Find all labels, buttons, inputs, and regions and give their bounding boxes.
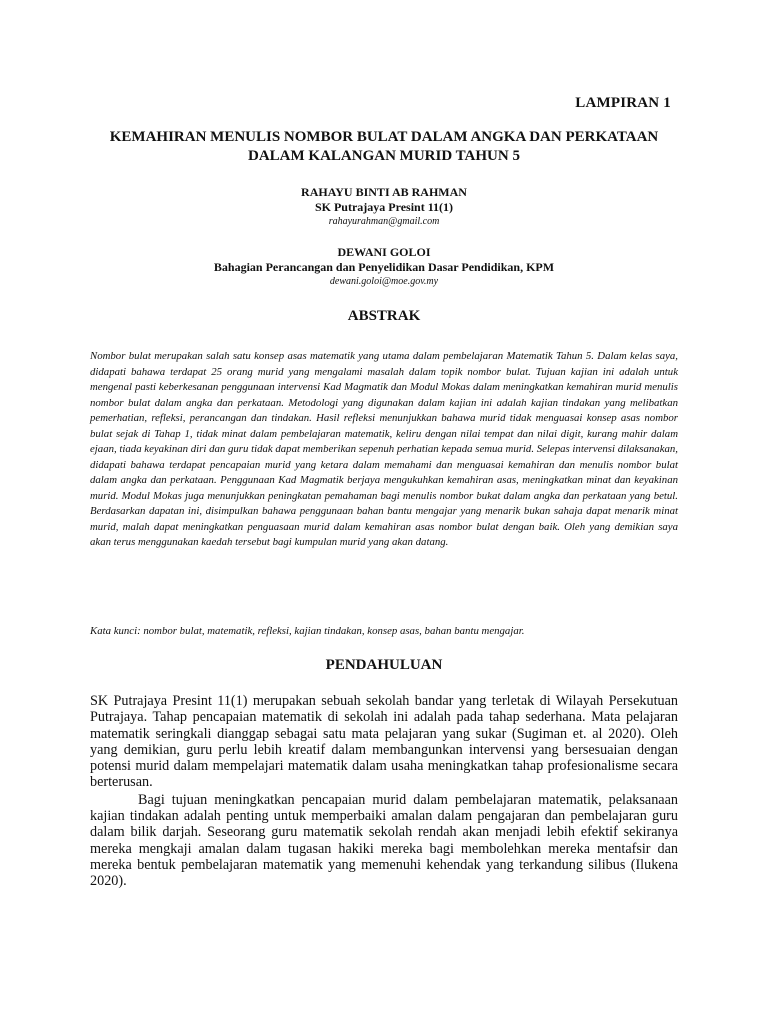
paper-title-line-1: KEMAHIRAN MENULIS NOMBOR BULAT DALAM ANGKA DAN PERKATAAN — [109, 129, 659, 145]
paper-title-line-2: DALAM KALANGAN MURID TAHUN 5 — [248, 148, 520, 164]
author-affiliation: Bahagian Perancangan dan Penyelidikan Dasar Pendidikan, KPM — [213, 260, 555, 274]
author-block-1 — [90, 184, 678, 228]
author-name: RAHAYU BINTI AB RAHMAN — [301, 185, 467, 199]
introduction-heading: PENDAHULUAN — [325, 657, 443, 673]
introduction-body — [90, 693, 678, 890]
author-name: DEWANI GOLOI — [337, 245, 431, 259]
author-email: rahayurahman@gmail.com — [328, 216, 440, 227]
introduction-paragraph-2: Bagi tujuan meningkatkan pencapaian murid dalam pembelajaran matematik, pelaksanaan kajian tindakan adalah penting untuk memperbaiki amalan dalam pengajaran dan pembelajaran guru dalam bilik darjah. Seseorang guru matematik sekolah rendah akan menjadi lebih efektif sekiranya mereka mengkaji amalan dalam tugasan hakiki mereka bagi membolehkan mereka mentafsir dan mereka bentuk pembelajaran matematik yang memenuhi kehendak yang terkandung silibus (Ilukena 2020). — [90, 791, 678, 890]
abstract-heading: ABSTRAK — [347, 308, 421, 324]
keywords: Kata kunci: nombor bulat, matematik, refleksi, kajian tindakan, konsep asas, bahan bantu mengajar. — [90, 625, 525, 637]
paper-title — [90, 128, 678, 166]
appendix-label: LAMPIRAN 1 — [575, 95, 671, 111]
author-email: dewani.goloi@moe.gov.my — [329, 276, 439, 287]
introduction-paragraph-1: SK Putrajaya Presint 11(1) merupakan sebuah sekolah bandar yang terletak di Wilayah Persekutuan Putrajaya. Tahap pencapaian matematik di sekolah ini adalah pada tahap sederhana. Mata pelajaran matematik seringkali dianggap sebagai satu mata pelajaran yang sukar (Sugiman et. al 2020). Oleh yang demikian, guru perlu lebih kreatif dalam membangunkan intervensi yang bersesuaian dengan potensi murid dalam mempelajari matematik dalam usaha meningkatkan tahap profesionalisme secara berterusan. — [90, 693, 678, 791]
author-affiliation: SK Putrajaya Presint 11(1) — [314, 200, 454, 214]
abstract-body: Nombor bulat merupakan salah satu konsep asas matematik yang utama dalam pembelajaran Matematik Tahun 5. Dalam kelas saya, didapati bahawa terdapat 25 orang murid yang mengalami masalah dalam topik nombor bulat. Tujuan kajian ini adalah untuk mengenal pasti keberkesanan penggunaan intervensi Kad Magmatik dan Modul Mokas dalam meningkatkan kemahiran murid menulis nombor bulat dalam angka dan perkataan. Metodologi yang digunakan dalam kajian ini adalah kajian tindakan yang melibatkan pemerhatian, refleksi, perancangan dan tindakan. Hasil refleksi menunjukkan bahawa murid tidak menguasai konsep asas nombor bulat sejak di Tahap 1, tidak minat dalam pembelajaran matematik, keliru dengan nilai tempat dan nilai digit, kurang mahir dalam ejaan, tiada keyakinan diri dan guru tidak dapat memberikan sepenuh perhatian kepada semua murid. Selepas intervensi dilaksanakan, didapati bahawa terdapat pencapaian murid yang ketara dalam memahami dan menguasai kemahiran dan menulis nombor bulat dalam angka dan perkataan. Penggunaan Kad Magmatik berjaya mengukuhkan kemahiran asas, meningkatkan minat dan keyakinan murid. Modul Mokas juga menunjukkan peningkatan pemahaman bagi menulis nombor bukat dalam angka dan perkataan yang betul. Berdasarkan dapatan ini, disimpulkan bahawa penggunaan bahan bantu mengajar yang menarik bukan sahaja dapat menarik minat murid, malah dapat meningkatkan penguasaan murid dalam kemahiran asas nombor bulat dengan baik. Oleh yang demikian saya akan terus menggunakan kaedah tersebut bagi kumpulan murid yang akan datang. — [90, 350, 678, 548]
author-block-2 — [90, 244, 678, 288]
